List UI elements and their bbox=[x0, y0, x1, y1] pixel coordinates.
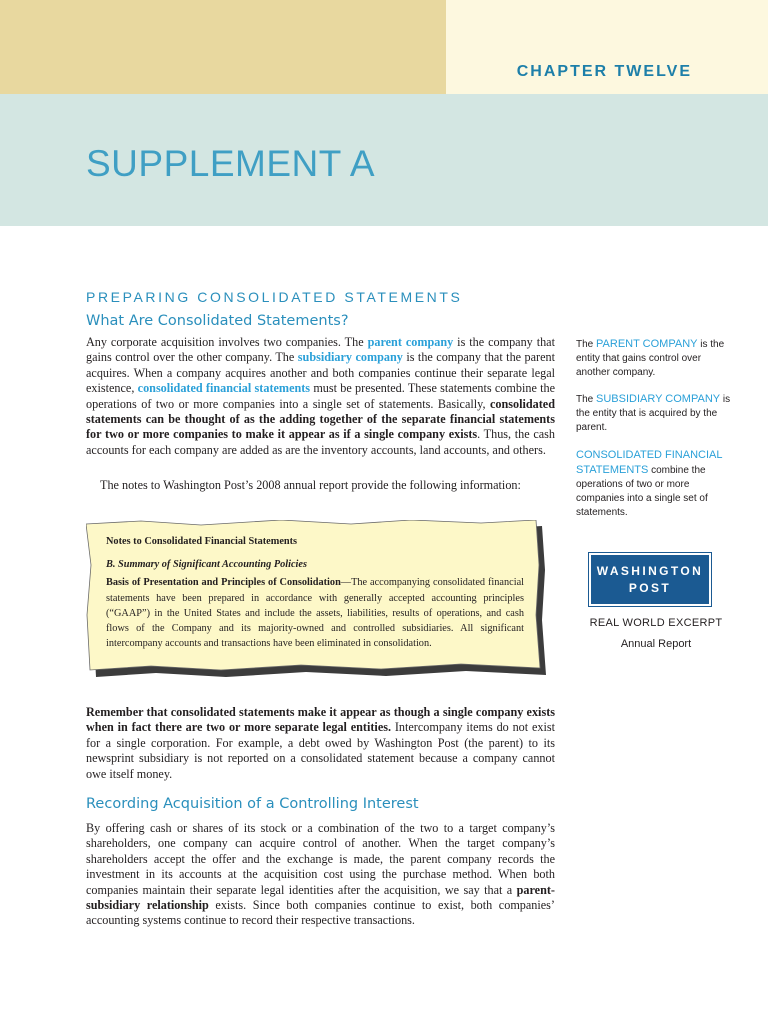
notes-body bbox=[106, 575, 524, 651]
text-run: exists. Since both companies continue to exist, both companies’ accounting systems continue to record their respective transactions. bbox=[86, 898, 555, 928]
text-run: is the company that gains control over the other company. The bbox=[86, 335, 555, 365]
text-run: must be presented. These statements combine the operations of two or more companies into a single set of statements. Basically, bbox=[86, 381, 555, 411]
margin-text: is the entity that gains control over another company. bbox=[576, 339, 725, 378]
notes-title: Notes to Consolidated Financial Statements bbox=[106, 536, 298, 547]
margin-text: is the entity that is acquired by the parent. bbox=[576, 394, 731, 433]
margin-text: combine the operations of two or more companies into a single set of statements. bbox=[576, 465, 708, 518]
supplement-title: SUPPLEMENT A bbox=[86, 143, 376, 184]
term-subsidiary-company: subsidiary company bbox=[297, 350, 403, 365]
margin-definition-consolidated bbox=[576, 448, 736, 520]
margin-definition-subsidiary bbox=[576, 392, 736, 435]
bold-definition: consolidated statements can be thought of as the adding together of the separate financial statements for two or more companies to make it appear as if a single company exists bbox=[86, 396, 555, 442]
margin-term-subsidiary: SUBSIDIARY COMPANY bbox=[596, 393, 721, 405]
notes-lead: Basis of Presentation and Principles of Consolidation bbox=[106, 577, 341, 589]
notes-excerpt-box bbox=[86, 520, 550, 680]
margin-term-parent: PARENT COMPANY bbox=[596, 338, 698, 350]
logo-line-1: WASHINGTON bbox=[596, 563, 704, 578]
margin-term-consolidated: CONSOLIDATED FINANCIAL STATEMENTS bbox=[576, 449, 723, 476]
text-run: is the company that the parent acquires. When a company acquires another and both companies continue their separate legal existence, bbox=[86, 350, 555, 396]
margin-text: The bbox=[576, 339, 597, 350]
paragraph-acquisition bbox=[86, 821, 555, 929]
bold-parent-subsidiary: parent-subsidiary relationship bbox=[86, 882, 555, 913]
logo-line-2: POST bbox=[628, 580, 672, 595]
real-world-excerpt-label: REAL WORLD EXCERPT bbox=[589, 617, 723, 629]
subheading-consolidated-statements: What Are Consolidated Statements? bbox=[86, 313, 349, 329]
text-run: . Thus, the cash accounts for each company are added as are the inventory accounts, land accounts, and others. bbox=[86, 427, 555, 457]
washington-post-logo bbox=[589, 553, 711, 606]
text-run: Intercompany items do not exist for a single corporation. For example, a debt owed by Washington Post (the parent) to its newsprint subsidiary is not reported on a consolidated statement because a company cannot owe itself money. bbox=[86, 720, 555, 781]
term-parent-company: parent company bbox=[367, 335, 454, 349]
text-run: Any corporate acquisition involves two companies. The bbox=[86, 335, 368, 349]
notes-content bbox=[106, 534, 524, 651]
term-consolidated-statements: consolidated financial statements bbox=[137, 381, 311, 396]
section-heading: PREPARING CONSOLIDATED STATEMENTS bbox=[86, 289, 463, 305]
bold-remember: Remember that consolidated statements make it appear as though a single company exists when in fact there are two or more separate legal entities. bbox=[86, 705, 555, 735]
chapter-label: CHAPTER TWELVE bbox=[516, 63, 692, 80]
header-gold-band bbox=[0, 0, 446, 94]
text-run: By offering cash or shares of its stock or a combination of the two to a target company’s shareholders, one company can acquire control of another. When the target company’s shareholders accept the offer and the exchange is made, the parent company records the investment in its accounts at the acquisition cost using the purchase method. When both companies maintain their separate legal identities after the acquisition, we say that a bbox=[86, 821, 555, 897]
paragraph-notes-intro: The notes to Washington Post’s 2008 annual report provide the following information: bbox=[100, 478, 521, 492]
margin-definition-parent bbox=[576, 337, 736, 380]
paragraph-remember bbox=[86, 705, 555, 782]
notes-subtitle: B. Summary of Significant Accounting Policies bbox=[106, 559, 308, 571]
margin-text: The bbox=[576, 394, 597, 405]
annual-report-label: Annual Report bbox=[620, 638, 692, 650]
paragraph-intro bbox=[86, 335, 555, 458]
subheading-controlling-interest: Recording Acquisition of a Controlling Interest bbox=[86, 796, 419, 812]
notes-text: —The accompanying consolidated financial statements have been prepared in accordance with generally accepted accounting principles (“GAAP”) in the United States and include the assets, liabilities, results of operations, and cash flows of the Company and its majority-owned and controlled subsidiaries. All significant intercompany accounts and transactions have been eliminated in consolidation. bbox=[106, 577, 524, 650]
